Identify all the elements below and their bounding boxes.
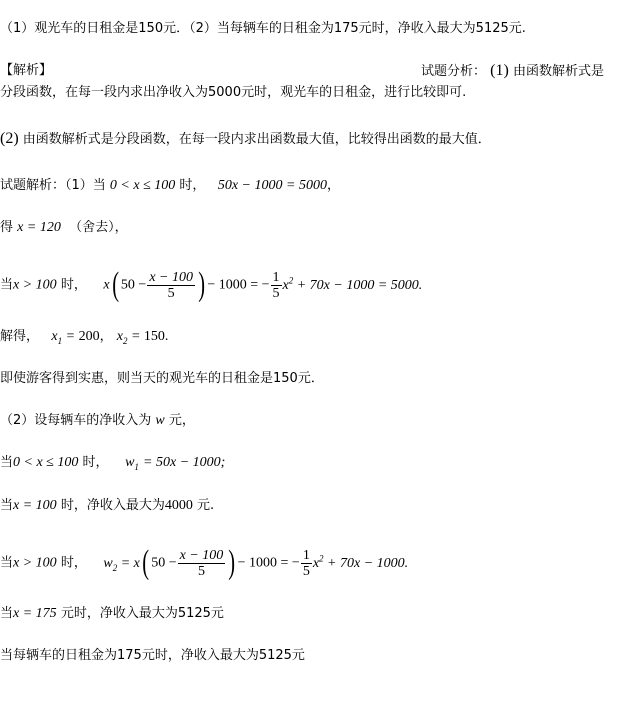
max-value-4000: 4000 [164, 498, 193, 513]
dang-label-2: 当 [0, 455, 14, 470]
analysis-p2-num: (2) [0, 130, 19, 147]
condition-1: 0 < x ≤ 100 [109, 178, 176, 193]
x2-label: $x_2$ = [116, 329, 144, 346]
solution-line-7 [0, 455, 225, 475]
analysis-tag: 试题分析： [421, 64, 487, 79]
condition-2: x > 100 [13, 277, 57, 293]
answer-line: （1）观光车的日租金是150元．（2）当每辆车的日租金为175元时，净收入最大为5125元. [0, 21, 526, 36]
x175-eq: x = 175 [13, 606, 57, 621]
equation-1: 50x − 1000 = 5000 [217, 178, 327, 193]
conclusion-line: 当每辆车的日租金为175元时，净收入最大为5125元 [0, 648, 305, 663]
fraction-3: $\frac{x - 100}{5}$ [179, 547, 224, 579]
comma-1: ， [326, 178, 340, 193]
de-label: 得 [0, 220, 14, 235]
dang-label-5: 当 [0, 606, 14, 621]
condition-4: x > 100 [13, 555, 57, 571]
equation-x120: x = 120 [17, 220, 61, 235]
left-paren: ( [111, 266, 119, 304]
period: . [164, 329, 169, 344]
solution-line-8 [0, 498, 214, 514]
x2-value: 150 [143, 329, 165, 344]
when-4: 时， [60, 555, 87, 571]
analysis-heading: 【解析】 [0, 63, 53, 78]
analysis-p1-b: 分段函数，在每一段内求出净收入为5000元时，观光车的日租金，进行比较即可. [0, 85, 467, 100]
equation-rest: − 1000 = − [207, 277, 270, 293]
yuan-dot: 元. [196, 498, 215, 513]
solution-line-6 [0, 413, 195, 429]
fifty-2: 50 − [151, 555, 177, 571]
analysis-part1-start [421, 63, 604, 80]
condition-3: 0 < x ≤ 100 [13, 455, 79, 470]
dang-label: 当 [0, 277, 14, 293]
solution-intro: 试题解析：（1）当 [0, 178, 106, 193]
analysis-p2-text: 由函数解析式是分段函数，在每一段内求出函数最大值，比较得出函数的最大值． [22, 132, 491, 147]
fraction-4: $\frac{1}{5}$ [302, 547, 310, 579]
solution-line-4 [0, 329, 168, 349]
equation-rest-2: − 1000 = − [237, 555, 300, 571]
dang-label-4: 当 [0, 555, 14, 571]
solution-line-2 [0, 220, 128, 236]
equation-tail: $x^2 + 70x - 1000 = 5000$. [282, 275, 423, 293]
solution-line-9 [0, 541, 408, 584]
when-1: 时， [179, 178, 206, 193]
max-text: 时，净收入最大为 [60, 498, 165, 513]
x1-label: $x_1$ = [51, 329, 79, 346]
part2-intro: （2）设每辆车的净收入为 [0, 413, 152, 428]
solution-line-10 [0, 606, 224, 622]
left-paren-2: ( [142, 544, 149, 582]
discard-note: （舍去）， [69, 220, 128, 235]
solution-line-1 [0, 178, 340, 194]
right-paren-2: ) [228, 544, 236, 582]
right-paren: ) [198, 266, 206, 304]
analysis-p1-num: (1) [490, 62, 509, 79]
w2-label: $w_2 = x$ [103, 555, 140, 573]
dang-label-3: 当 [0, 498, 14, 513]
equation-piece-x: x [103, 277, 110, 293]
x1-sep: ， [99, 329, 113, 344]
jiede-label: 解得， [0, 329, 40, 344]
analysis-part2 [0, 131, 491, 148]
solution-line-3 [0, 263, 422, 303]
variable-w: w [155, 413, 165, 428]
x100-eq: x = 100 [13, 498, 57, 513]
fraction-2: $\frac{1}{5}$ [272, 269, 280, 301]
equation-tail-2: $x^2 + 70x - 1000$. [312, 553, 409, 571]
x1-value: 200 [78, 329, 100, 344]
analysis-p1-a: 由函数解析式是 [512, 64, 604, 79]
when-3: 时， [82, 455, 109, 470]
fraction-1: $\frac{x - 100}{5}$ [149, 269, 193, 301]
solution-line-5: 即使游客得到实惠，则当天的观光车的日租金是150元． [0, 371, 324, 386]
yuan-label: 元， [168, 413, 195, 428]
final-max-text: 元时，净收入最大为5125元 [60, 606, 224, 621]
fifty: 50 − [120, 277, 147, 293]
w1-label: $w_1$ [125, 455, 139, 472]
when-2: 时， [60, 277, 87, 293]
w1-equation: = 50x − 1000; [143, 455, 226, 470]
